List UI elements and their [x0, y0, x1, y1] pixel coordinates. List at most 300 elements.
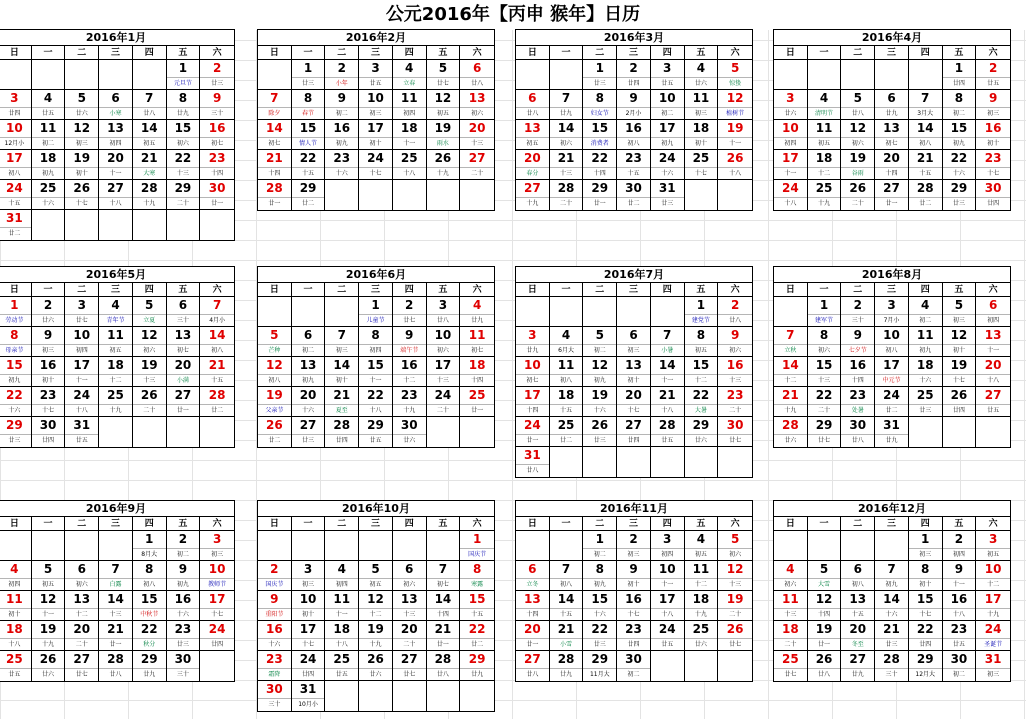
- day-number: 7: [561, 562, 571, 576]
- day-cell: [32, 297, 66, 327]
- day-cell: [808, 651, 842, 681]
- day-number: 21: [208, 358, 226, 372]
- day-cell: [99, 651, 133, 681]
- lunar-label: 初十: [359, 137, 392, 149]
- weekday-header: 二: [325, 517, 359, 531]
- lunar-label: 廿一: [583, 197, 616, 209]
- empty-lunar: [909, 434, 942, 446]
- day-cell: [393, 591, 427, 621]
- lunar-label: 十七: [617, 608, 650, 620]
- lunar-label: 初三: [617, 548, 650, 560]
- month-title: 2016年9月: [0, 501, 234, 517]
- day-number: 30: [625, 181, 642, 195]
- empty-cell: [325, 531, 359, 561]
- lunar-label: 中元节: [875, 374, 908, 386]
- day-cell: [325, 357, 359, 387]
- day-number: 3: [212, 532, 222, 546]
- lunar-label: 霜降: [258, 668, 291, 680]
- empty-cell: [133, 417, 167, 447]
- lunar-label: 初八: [550, 578, 583, 590]
- day-number: 21: [557, 151, 575, 165]
- day-cell: [841, 621, 875, 651]
- day-number: 23: [208, 151, 226, 165]
- day-cell: [808, 561, 842, 591]
- lunar-label: 十六: [0, 404, 31, 416]
- day-cell: [685, 531, 719, 561]
- lunar-label: 二十: [841, 197, 874, 209]
- empty-cell: [65, 60, 99, 90]
- day-cell: [427, 561, 461, 591]
- day-cell: [718, 60, 752, 90]
- lunar-label: 11月大: [583, 668, 616, 680]
- month-title: 2016年4月: [774, 30, 1010, 46]
- day-number: 12: [140, 328, 158, 342]
- weekday-header: 四: [133, 46, 167, 60]
- empty-lunar: [516, 314, 549, 326]
- day-cell: [427, 60, 461, 90]
- lunar-label: 儿童节: [359, 314, 392, 326]
- day-number: 18: [557, 388, 575, 402]
- lunar-label: 初七: [200, 137, 234, 149]
- day-number: 20: [849, 622, 867, 636]
- day-cell: [0, 387, 32, 417]
- day-number: 30: [625, 652, 642, 666]
- empty-lunar: [651, 314, 684, 326]
- day-number: 21: [782, 388, 799, 402]
- lunar-label: 三十: [167, 314, 200, 326]
- day-number: 19: [434, 121, 452, 135]
- day-cell: [65, 120, 99, 150]
- day-number: 18: [6, 622, 23, 636]
- day-number: 12: [39, 592, 57, 606]
- weekday-header: 二: [65, 46, 99, 60]
- day-cell: [617, 651, 651, 681]
- lunar-label: 十九: [808, 197, 841, 209]
- day-number: 16: [208, 121, 226, 135]
- day-number: 5: [954, 298, 964, 312]
- day-number: 17: [782, 151, 799, 165]
- lunar-label: 初三: [65, 137, 98, 149]
- day-number: 7: [145, 91, 154, 105]
- lunar-label: 十一: [65, 374, 98, 386]
- day-number: 4: [696, 532, 706, 546]
- day-number: 26: [73, 181, 91, 195]
- day-number: 17: [524, 388, 541, 402]
- weekday-header: 五: [685, 46, 719, 60]
- lunar-label: 廿一: [427, 638, 460, 650]
- day-cell: [32, 327, 66, 357]
- day-number: 15: [140, 592, 158, 606]
- day-number: 21: [107, 622, 124, 636]
- empty-cell: [550, 60, 584, 90]
- day-cell: [909, 531, 943, 561]
- day-number: 1: [303, 61, 313, 75]
- lunar-label: 廿三: [200, 77, 234, 89]
- weekday-header: 三: [617, 283, 651, 297]
- lunar-label: 初二: [32, 137, 65, 149]
- day-cell: [875, 327, 909, 357]
- day-number: 19: [367, 622, 384, 636]
- day-cell: [292, 681, 326, 711]
- empty-lunar: [617, 464, 650, 476]
- day-number: 29: [6, 418, 23, 432]
- weekday-header: 日: [516, 283, 550, 297]
- day-cell: [651, 417, 685, 447]
- day-number: 28: [107, 652, 124, 666]
- day-number: 7: [212, 298, 222, 312]
- day-number: 6: [887, 91, 896, 105]
- day-cell: [550, 327, 584, 357]
- empty-cell: [167, 417, 201, 447]
- day-cell: [718, 297, 752, 327]
- lunar-label: 廿二: [617, 197, 650, 209]
- day-number: 3: [371, 61, 380, 75]
- day-number: 6: [178, 298, 188, 312]
- lunar-label: 初五: [685, 344, 718, 356]
- day-number: 17: [208, 592, 226, 606]
- empty-lunar: [65, 548, 98, 560]
- lunar-label: 廿九: [550, 668, 583, 680]
- day-cell: [550, 561, 584, 591]
- day-number: 2: [337, 61, 346, 75]
- lunar-label: 端午节: [393, 344, 426, 356]
- empty-lunar: [460, 698, 494, 710]
- day-number: 30: [208, 181, 226, 195]
- lunar-label: 十九: [133, 197, 166, 209]
- day-number: 14: [333, 358, 351, 372]
- lunar-label: 廿二: [875, 404, 908, 416]
- day-cell: [325, 387, 359, 417]
- day-cell: [133, 180, 167, 210]
- lunar-label: 廿九: [516, 344, 549, 356]
- empty-cell: [583, 297, 617, 327]
- day-cell: [32, 387, 66, 417]
- day-cell: [359, 561, 393, 591]
- lunar-label: 廿八: [516, 107, 549, 119]
- day-number: 18: [107, 358, 124, 372]
- day-cell: [943, 357, 977, 387]
- lunar-label: 廿五: [325, 668, 358, 680]
- lunar-label: 廿八: [133, 107, 166, 119]
- weekday-header: 一: [32, 517, 66, 531]
- weekday-header: 四: [651, 46, 685, 60]
- day-number: 7: [270, 91, 279, 105]
- day-number: 25: [107, 388, 124, 402]
- day-number: 11: [468, 328, 486, 342]
- lunar-label: 初六: [808, 344, 841, 356]
- lunar-label: 廿三: [909, 404, 942, 416]
- lunar-label: 十九: [393, 404, 426, 416]
- lunar-label: 十七: [359, 167, 392, 179]
- day-cell: [808, 120, 842, 150]
- day-number: 29: [299, 181, 317, 195]
- day-cell: [0, 90, 32, 120]
- day-number: 2: [405, 298, 414, 312]
- day-number: 22: [367, 388, 384, 402]
- lunar-label: 初三: [292, 578, 325, 590]
- day-cell: [292, 120, 326, 150]
- day-number: 1: [178, 61, 188, 75]
- lunar-label: 初六: [718, 344, 752, 356]
- day-cell: [393, 417, 427, 447]
- day-number: 5: [595, 328, 604, 342]
- day-cell: [0, 150, 32, 180]
- day-cell: [460, 60, 494, 90]
- weekday-header: 日: [0, 283, 32, 297]
- day-cell: [325, 90, 359, 120]
- lunar-label: 廿三: [583, 77, 616, 89]
- day-cell: [200, 531, 234, 561]
- lunar-label: 初四: [325, 578, 358, 590]
- day-cell: [258, 120, 292, 150]
- empty-lunar: [200, 227, 234, 239]
- empty-lunar: [325, 197, 358, 209]
- lunar-label: 十五: [550, 608, 583, 620]
- weekday-header: 三: [875, 283, 909, 297]
- empty-cell: [427, 417, 461, 447]
- lunar-label: 初九: [292, 374, 325, 386]
- empty-cell: [292, 531, 326, 561]
- lunar-label: 劳动节: [0, 314, 31, 326]
- day-number: 4: [819, 91, 829, 105]
- lunar-label: 十六: [583, 404, 616, 416]
- lunar-label: 十三: [550, 167, 583, 179]
- day-cell: [617, 60, 651, 90]
- empty-cell: [617, 447, 651, 477]
- day-cell: [617, 90, 651, 120]
- day-number: 2: [954, 532, 964, 546]
- day-number: 16: [625, 592, 642, 606]
- lunar-label: 十六: [325, 167, 358, 179]
- lunar-label: 十九: [32, 638, 65, 650]
- month-title: 2016年6月: [258, 267, 494, 283]
- day-cell: [774, 621, 808, 651]
- month-block: [257, 500, 495, 712]
- lunar-label: 初四: [393, 107, 426, 119]
- day-number: 30: [950, 652, 968, 666]
- day-number: 7: [921, 91, 930, 105]
- day-number: 10: [73, 328, 91, 342]
- lunar-label: 廿九: [460, 668, 494, 680]
- weekday-header: 二: [841, 46, 875, 60]
- day-cell: [976, 60, 1010, 90]
- day-cell: [0, 297, 32, 327]
- day-number: 7: [663, 328, 672, 342]
- day-number: 30: [39, 418, 57, 432]
- day-number: 14: [557, 121, 575, 135]
- day-cell: [943, 591, 977, 621]
- empty-lunar: [359, 698, 392, 710]
- day-cell: [550, 621, 584, 651]
- day-cell: [65, 90, 99, 120]
- lunar-label: 初四: [0, 578, 31, 590]
- empty-cell: [516, 297, 550, 327]
- empty-lunar: [685, 197, 718, 209]
- day-cell: [99, 150, 133, 180]
- weekday-header: 一: [808, 517, 842, 531]
- weekday-header: 五: [427, 517, 461, 531]
- lunar-label: 大雪: [808, 578, 841, 590]
- day-cell: [99, 561, 133, 591]
- day-number: 20: [73, 622, 91, 636]
- lunar-label: 十七: [200, 608, 234, 620]
- lunar-label: 初五: [32, 578, 65, 590]
- lunar-label: 小雪: [550, 638, 583, 650]
- day-cell: [943, 387, 977, 417]
- day-cell: [258, 387, 292, 417]
- day-number: 1: [595, 532, 604, 546]
- lunar-label: 芒种: [258, 344, 291, 356]
- day-number: 22: [692, 388, 710, 402]
- day-number: 9: [212, 91, 222, 105]
- day-cell: [133, 357, 167, 387]
- day-number: 9: [629, 562, 638, 576]
- lunar-label: 初八: [909, 137, 942, 149]
- weekday-header: 六: [460, 46, 494, 60]
- day-cell: [774, 357, 808, 387]
- day-cell: [427, 297, 461, 327]
- lunar-label: 初十: [976, 137, 1010, 149]
- lunar-label: 十二: [774, 374, 807, 386]
- lunar-label: 十九: [427, 167, 460, 179]
- day-cell: [808, 387, 842, 417]
- lunar-label: 三十: [841, 314, 874, 326]
- day-cell: [133, 387, 167, 417]
- day-number: 30: [400, 418, 418, 432]
- lunar-label: 十七: [32, 404, 65, 416]
- lunar-label: 二十: [427, 404, 460, 416]
- day-number: 10: [658, 562, 676, 576]
- lunar-label: 初八: [617, 137, 650, 149]
- lunar-label: 惊蛰: [718, 77, 752, 89]
- day-cell: [99, 120, 133, 150]
- day-cell: [841, 297, 875, 327]
- lunar-label: 十六: [943, 167, 976, 179]
- empty-cell: [292, 297, 326, 327]
- day-cell: [200, 387, 234, 417]
- day-number: 10: [524, 358, 541, 372]
- lunar-label: 二十: [393, 638, 426, 650]
- day-number: 8: [696, 328, 706, 342]
- day-cell: [774, 327, 808, 357]
- weekday-header: 二: [583, 46, 617, 60]
- lunar-label: 初十: [909, 578, 942, 590]
- lunar-label: 十九: [685, 608, 718, 620]
- day-number: 14: [782, 358, 799, 372]
- lunar-label: 二十: [65, 638, 98, 650]
- lunar-label: 十九: [516, 197, 549, 209]
- day-cell: [167, 531, 201, 561]
- day-number: 10: [883, 328, 900, 342]
- day-number: 9: [629, 91, 638, 105]
- weekday-header: 日: [258, 46, 292, 60]
- day-cell: [875, 417, 909, 447]
- day-cell: [774, 591, 808, 621]
- day-number: 17: [434, 358, 452, 372]
- weekday-header: 日: [0, 517, 32, 531]
- weekday-header: 四: [909, 46, 943, 60]
- day-number: 4: [337, 562, 346, 576]
- weekday-header: 五: [685, 517, 719, 531]
- empty-cell: [909, 417, 943, 447]
- lunar-label: 10月小: [292, 698, 325, 710]
- empty-cell: [427, 180, 461, 210]
- day-cell: [0, 180, 32, 210]
- day-number: 15: [950, 121, 968, 135]
- day-cell: [875, 357, 909, 387]
- day-cell: [875, 120, 909, 150]
- lunar-label: 3月大: [909, 107, 942, 119]
- empty-lunar: [909, 77, 942, 89]
- day-cell: [909, 90, 943, 120]
- day-number: 2: [270, 562, 279, 576]
- lunar-label: 初七: [516, 374, 549, 386]
- day-number: 21: [333, 388, 351, 402]
- day-cell: [325, 327, 359, 357]
- day-cell: [460, 120, 494, 150]
- weekday-header: 六: [718, 46, 752, 60]
- day-number: 3: [663, 532, 672, 546]
- day-number: 27: [883, 181, 900, 195]
- day-number: 29: [692, 418, 710, 432]
- lunar-label: 十七: [617, 404, 650, 416]
- day-cell: [393, 90, 427, 120]
- day-number: 9: [337, 91, 346, 105]
- lunar-label: 廿一: [167, 404, 200, 416]
- day-number: 13: [73, 592, 91, 606]
- empty-lunar: [427, 548, 460, 560]
- lunar-label: 初三: [976, 107, 1010, 119]
- empty-cell: [460, 180, 494, 210]
- day-number: 24: [299, 652, 317, 666]
- lunar-label: 十七: [976, 167, 1010, 179]
- day-number: 25: [916, 388, 934, 402]
- day-cell: [841, 180, 875, 210]
- day-number: 28: [883, 652, 900, 666]
- day-cell: [685, 297, 719, 327]
- lunar-label: 初九: [32, 167, 65, 179]
- empty-lunar: [133, 434, 166, 446]
- empty-cell: [808, 60, 842, 90]
- empty-cell: [460, 681, 494, 711]
- day-number: 17: [883, 358, 900, 372]
- lunar-label: 三十: [258, 698, 291, 710]
- day-cell: [460, 327, 494, 357]
- day-cell: [617, 417, 651, 447]
- lunar-label: 廿六: [32, 668, 65, 680]
- month-title: 2016年2月: [258, 30, 494, 46]
- day-cell: [65, 297, 99, 327]
- day-cell: [292, 90, 326, 120]
- day-cell: [651, 60, 685, 90]
- weekday-header: 日: [258, 283, 292, 297]
- day-number: 11: [916, 328, 934, 342]
- day-number: 7: [111, 562, 120, 576]
- empty-cell: [875, 531, 909, 561]
- day-cell: [841, 561, 875, 591]
- day-number: 31: [984, 652, 1002, 666]
- lunar-label: 十三: [774, 608, 807, 620]
- lunar-label: 二十: [167, 197, 200, 209]
- lunar-label: 十二: [393, 374, 426, 386]
- empty-lunar: [875, 77, 908, 89]
- empty-cell: [359, 681, 393, 711]
- empty-cell: [875, 60, 909, 90]
- day-cell: [808, 180, 842, 210]
- day-number: 7: [337, 328, 346, 342]
- day-number: 8: [921, 562, 930, 576]
- day-cell: [685, 150, 719, 180]
